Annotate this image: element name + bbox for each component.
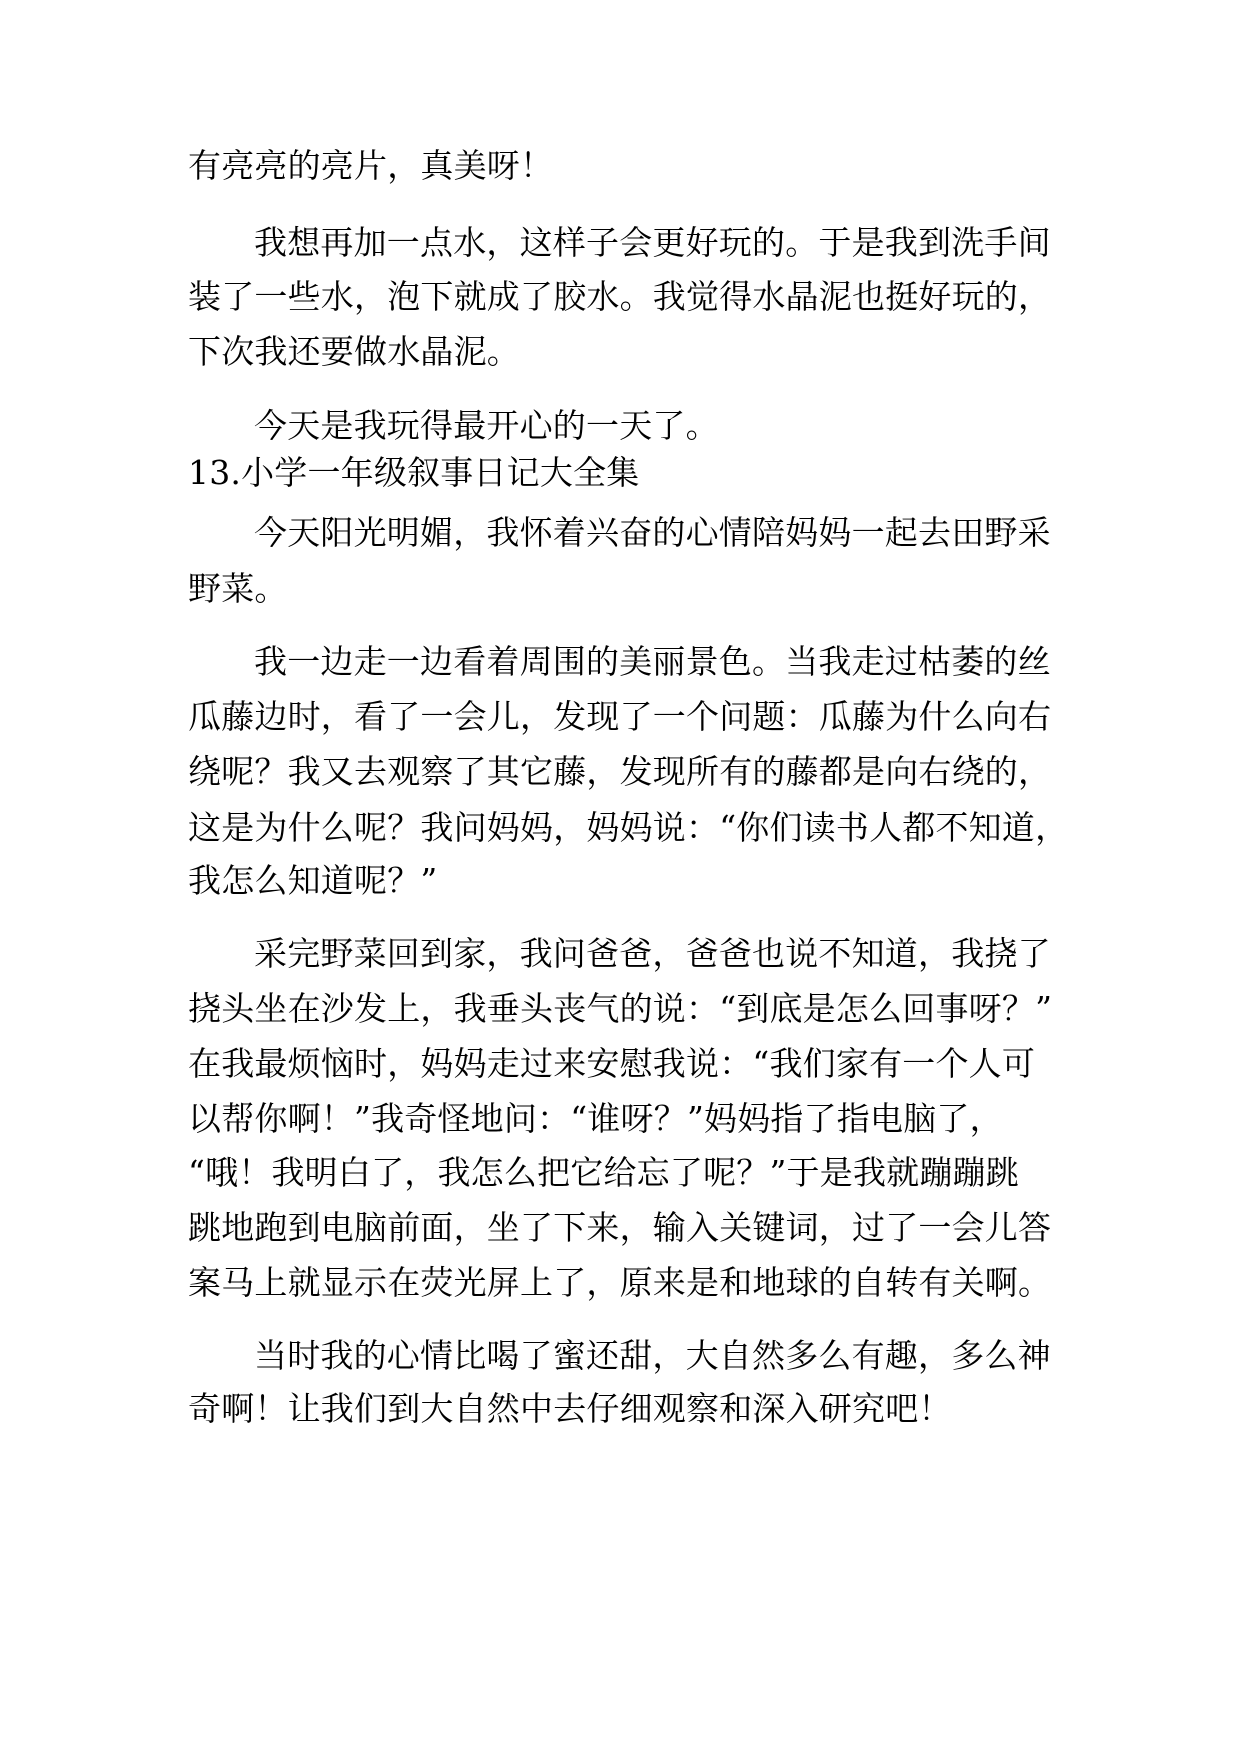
paragraph-first-line: 我想再加一点水，这样子会更好玩的。于是我到洗手间	[254, 223, 1051, 262]
text-line: 挠头坐在沙发上，我垂头丧气的说：“到底是怎么回事呀？”	[188, 989, 1053, 1028]
text-line: 以帮你啊！”我奇怪地问：“谁呀？”妈妈指了指电脑了，	[188, 1099, 1003, 1138]
text-line: 我怎么知道呢？”	[188, 861, 438, 900]
text-line: 装了一些水，泡下就成了胶水。我觉得水晶泥也挺好玩的，	[188, 277, 1052, 316]
paragraph-first-line: 当时我的心情比喝了蜜还甜，大自然多么有趣，多么神	[254, 1336, 1051, 1375]
paragraph-first-line: 采完野菜回到家，我问爸爸，爸爸也说不知道，我挠了	[254, 934, 1051, 973]
paragraph-first-line: 我一边走一边看着周围的美丽景色。当我走过枯萎的丝	[254, 642, 1051, 681]
text-line: 案马上就显示在荧光屏上了，原来是和地球的自转有关啊。	[188, 1263, 1052, 1302]
text-line: 野菜。	[188, 569, 288, 608]
text-line: 下次我还要做水晶泥。	[188, 332, 520, 371]
text-line: 跳地跑到电脑前面，坐了下来，输入关键词，过了一会儿答	[188, 1208, 1052, 1247]
text-line: 瓜藤边时，看了一会儿，发现了一个问题：瓜藤为什么向右	[188, 697, 1052, 736]
section-heading: 13.小学一年级叙事日记大全集	[188, 453, 640, 492]
text-line: 有亮亮的亮片，真美呀！	[188, 146, 554, 185]
text-line: 在我最烦恼时，妈妈走过来安慰我说：“我们家有一个人可	[188, 1044, 1036, 1083]
text-line: 这是为什么呢？我问妈妈，妈妈说：“你们读书人都不知道，	[188, 808, 1069, 847]
paragraph-first-line: 今天是我玩得最开心的一天了。	[254, 406, 719, 445]
text-line: 绕呢？我又去观察了其它藤，发现所有的藤都是向右绕的，	[188, 752, 1052, 791]
paragraph-first-line: 今天阳光明媚，我怀着兴奋的心情陪妈妈一起去田野采	[254, 513, 1051, 552]
text-line: 奇啊！让我们到大自然中去仔细观察和深入研究吧！	[188, 1389, 952, 1428]
text-line: “哦！我明白了，我怎么把它给忘了呢？”于是我就蹦蹦跳	[188, 1153, 1019, 1192]
